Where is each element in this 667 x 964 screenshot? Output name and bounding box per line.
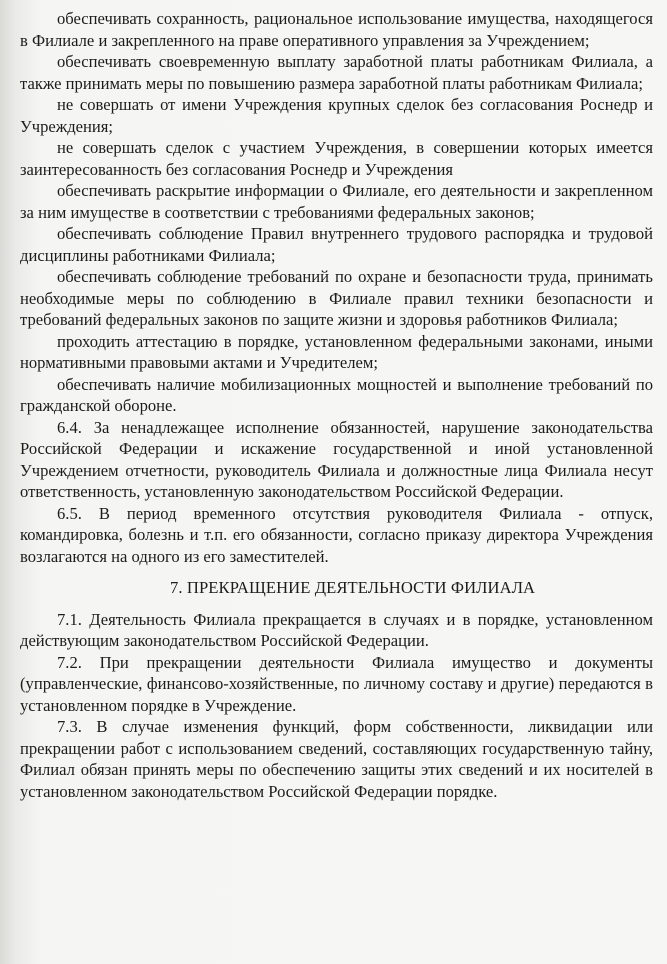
- clause-6-4: 6.4. За ненадлежащее исполнение обязанностей, нарушение законодательства Российской Федерации и искажение государственной и иной установленной Учреждением отчетности, руководитель Филиала и должностные лица Филиала несут ответственность, установленную законодательством Российской Федерации.: [20, 417, 653, 501]
- clause-7-2: 7.2. При прекращении деятельности Филиала имущество и документы (управленческие, финансово-хозяйственные, по личному составу и другие) передаются в установленном порядке в Учреждение.: [20, 652, 653, 715]
- duty-item: обеспечивать раскрытие информации о Филиале, его деятельности и закрепленном за ним имуществе в соответствии с требованиями федеральных законов;: [20, 181, 653, 222]
- duty-item: обеспечивать наличие мобилизационных мощностей и выполнение требований по гражданской обороне.: [20, 374, 653, 415]
- duty-item: обеспечивать соблюдение требований по охране и безопасности труда, принимать необходимые меры по соблюдению в Филиале правил техники безопасности и требований федеральных законов по защите жизни и здоровья работников Филиала;: [20, 267, 653, 329]
- duty-item: не совершать от имени Учреждения крупных сделок без согласования Роснедр и Учреждения;: [20, 95, 653, 136]
- duty-item: не совершать сделок с участием Учреждения, в совершении которых имеется заинтересованность без согласования Роснедр и Учреждения: [20, 138, 653, 179]
- duty-item: обеспечивать сохранность, рациональное использование имущества, находящегося в Филиале и закрепленного на праве оперативного управления за Учреждением;: [20, 9, 653, 50]
- duty-item: обеспечивать соблюдение Правил внутреннего трудового распорядка и трудовой дисциплины работниками Филиала;: [20, 224, 653, 265]
- clause-7-1: 7.1. Деятельность Филиала прекращается в случаях и в порядке, установленном действующим законодательством Российской Федерации.: [20, 609, 653, 650]
- duty-item: обеспечивать своевременную выплату заработной платы работникам Филиала, а также принимать меры по повышению размера заработной платы работникам Филиала;: [20, 52, 653, 93]
- duty-item: проходить аттестацию в порядке, установленном федеральными законами, иными нормативными правовыми актами и Учредителем;: [20, 331, 653, 372]
- clause-7-3: 7.3. В случае изменения функций, форм собственности, ликвидации или прекращении работ с использованием сведений, составляющих государственную тайну, Филиал обязан принять меры по обеспечению защиты этих сведений и их носителей в установленном законодательством Российской Федерации порядке.: [20, 717, 653, 801]
- section-7-heading: 7. ПРЕКРАЩЕНИЕ ДЕЯТЕЛЬНОСТИ ФИЛИАЛА: [170, 578, 536, 597]
- clause-6-5: 6.5. В период временного отсутствия руководителя Филиала - отпуск, командировка, болезнь и т.п. его обязанности, согласно приказу директора Учреждения возлагаются на одного из его заместителей.: [20, 503, 653, 566]
